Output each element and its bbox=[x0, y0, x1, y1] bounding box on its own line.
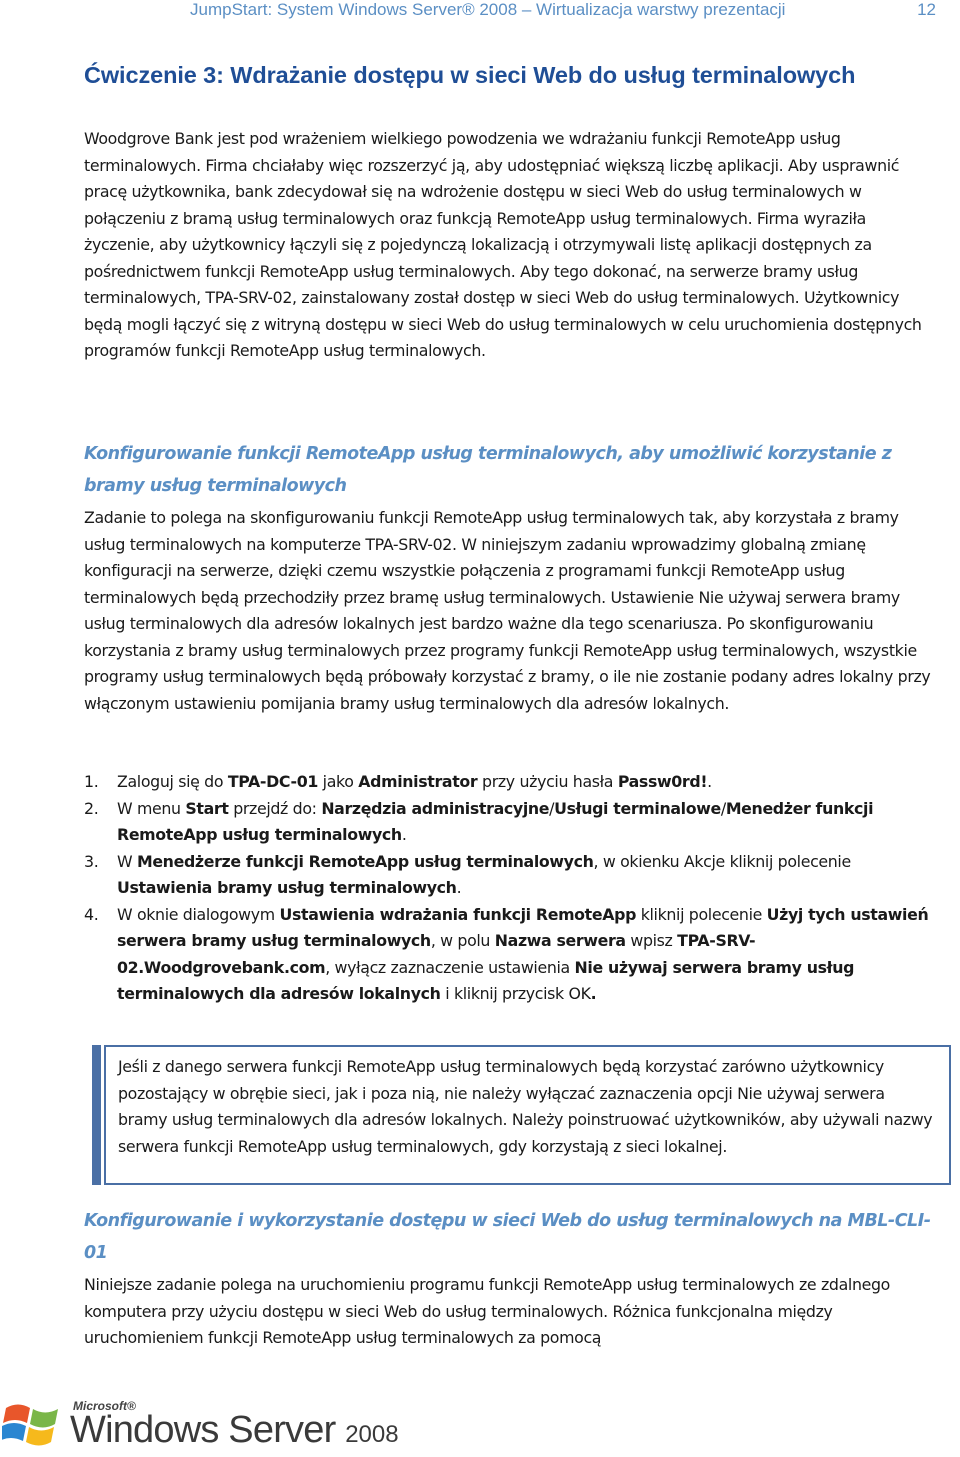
steps-list bbox=[84, 769, 940, 1008]
flag-red bbox=[3, 1405, 30, 1424]
section-body-web-access: Niniejsze zadanie polega na uruchomieniu programu funkcji RemoteApp usług terminalowych ze zdalnego komputera przy użyciu dostępu w sieci Web do usług terminalowych. Różnica funkcjonalna między uruchomieniem funkcji RemoteApp usług terminalowych za pomocą bbox=[84, 1275, 890, 1347]
step-text-run: . bbox=[456, 878, 462, 897]
page-header bbox=[0, 0, 960, 28]
section-heading-gateway: Konfigurowanie funkcji RemoteApp usług terminalowych, aby umożliwić korzystanie z bramy usług terminalowych bbox=[84, 444, 892, 496]
step-text-run: , wyłącz zaznaczenie ustawienia bbox=[325, 957, 575, 977]
step-text-run: W oknie dialogowym bbox=[117, 904, 280, 924]
step-text-run: Ustawienia bramy usług terminalowych bbox=[117, 878, 457, 897]
step-item bbox=[84, 849, 940, 902]
intro-paragraph: Woodgrove Bank jest pod wrażeniem wielkiego powodzenia we wdrażaniu funkcji RemoteApp usług terminalowych. Firma chciałaby więc rozszerzyć ją, aby udostępniać większą liczbę aplikacji. Aby usprawnić pracę użytkownika, bank zdecydował się na wdrożenie dostępu w sieci Web do usług terminalowych w połączeniu z bramą usług terminalowych oraz funkcją RemoteApp usług terminalowych. Firma wyraziła życzenie, aby użytkownicy łączyli się z pojedynczą lokalizacją i otrzymywali listę aplikacji dostępnych za pośrednictwem funkcji RemoteApp usług terminalowych. Aby tego dokonać, na serwerze bramy usług terminalowych, TPA-SRV-02, zainstalowany został dostęp w sieci Web do usług terminalowych. Użytkownicy będą mogli łączyć się z witryną dostępu w sieci Web do usług terminalowych w celu uruchomienia dostępnych programów funkcji RemoteApp usług terminalowych. bbox=[84, 129, 922, 360]
step-number: 2. bbox=[84, 798, 99, 818]
step-text-run: kliknij polecenie bbox=[636, 904, 767, 924]
step-text-run: jako bbox=[317, 772, 359, 791]
step-text-run: Nie używaj serwera bramy usług terminalowych dla adresów lokalnych bbox=[117, 957, 855, 1003]
step-text-run: Nazwa serwera bbox=[494, 931, 626, 950]
flag-blue bbox=[2, 1423, 26, 1441]
logo-company: Microsoft® bbox=[73, 1399, 136, 1413]
step-text-run: . bbox=[707, 772, 712, 791]
step-number: 3. bbox=[84, 851, 99, 871]
page-number: 12 bbox=[917, 0, 936, 19]
step-text bbox=[117, 772, 712, 791]
step-text-run: TPA-SRV-02.Woodgrovebank.com bbox=[117, 931, 756, 977]
step-text-run: Administrator bbox=[358, 772, 478, 791]
step-text-run: , w polu bbox=[430, 931, 495, 950]
step-text-run: / bbox=[720, 798, 726, 818]
step-text-run: wpisz bbox=[625, 931, 678, 950]
step-text-run: W menu bbox=[117, 798, 186, 818]
step-text-run: Menedżer funkcji RemoteApp usług terminalowych bbox=[117, 798, 874, 844]
windows-flag-icon bbox=[2, 1400, 62, 1450]
step-text-run: Zaloguj się do bbox=[117, 772, 228, 791]
step-text-run: Menedżerze funkcji RemoteApp usług terminalowych bbox=[136, 851, 594, 871]
section-body-gateway: Zadanie to polega na skonfigurowaniu funkcji RemoteApp usług terminalowych tak, aby korzystała z bramy usług terminalowych na komputerze TPA-SRV-02. W niniejszym zadaniu wprowadzimy globalną zmianę konfiguracji na serwerze, dzięki czemu wszystkie połączenia z programami funkcji RemoteApp usług terminalowych będą przechodziły przez bramę usług terminalowych. Ustawienie Nie używaj serwera bramy usług terminalowych dla adresów lokalnych jest bardzo ważne dla tego scenariusza. Po skonfigurowaniu korzystania z bramy usług terminalowych przez programy funkcji RemoteApp usług terminalowych, wszystkie programy usług terminalowych będą próbowały korzystać z bramy, o ile nie zostanie podany adres lokalny przy włączonym ustawieniu pomijania bramy usług terminalowych dla adresów lokalnych. bbox=[84, 508, 931, 713]
step-number: 4. bbox=[84, 904, 99, 924]
step-text bbox=[117, 905, 928, 1004]
step-text-run: Narzędzia administracyjne bbox=[321, 798, 550, 818]
logo-product-line bbox=[70, 1409, 399, 1452]
header-title: JumpStart: System Windows Server® 2008 – Wirtualizacja warstwy prezentacji bbox=[190, 0, 786, 19]
step-text bbox=[117, 852, 851, 898]
step-number: 1. bbox=[84, 772, 99, 791]
step-text-run: i kliknij przycisk OK bbox=[440, 984, 591, 1003]
step-text-run: Usługi terminalowe bbox=[554, 798, 721, 818]
flag-yellow bbox=[26, 1427, 54, 1446]
step-item bbox=[84, 902, 940, 1008]
step-text-run: Start bbox=[185, 798, 229, 818]
logo-product: Windows Server bbox=[70, 1409, 336, 1451]
step-text-run: TPA-DC-01 bbox=[227, 772, 318, 791]
step-text-run: Passw0rd! bbox=[617, 772, 708, 791]
step-item bbox=[84, 796, 940, 849]
logo-year: 2008 bbox=[345, 1421, 399, 1448]
step-text-run: , w okienku Akcje kliknij polecenie bbox=[593, 851, 851, 871]
step-text-run: W bbox=[117, 851, 137, 871]
step-text-run: Ustawienia wdrażania funkcji RemoteApp bbox=[279, 904, 637, 924]
step-text-run: przejdź do: bbox=[228, 798, 322, 818]
flag-green bbox=[30, 1409, 58, 1428]
step-text-run: przy użyciu hasła bbox=[477, 772, 618, 791]
section-heading-web-access: Konfigurowanie i wykorzystanie dostępu w sieci Web do usług terminalowych na MBL-CLI-01 bbox=[84, 1211, 931, 1263]
step-text-run: . bbox=[401, 825, 407, 844]
note-box: Jeśli z danego serwera funkcji RemoteApp usług terminalowych będą korzystać zarówno użytkownicy pozostający w obrębie sieci, jak i poza nią, nie należy wyłączać zaznaczenia opcji Nie używaj serwera bramy usług terminalowych dla adresów lokalnych. Należy poinstruować użytkowników, aby używali nazwy serwera funkcji RemoteApp usług terminalowych, gdy korzystają z sieci lokalnej. bbox=[104, 1045, 951, 1185]
step-item bbox=[84, 769, 940, 796]
exercise-title: Ćwiczenie 3: Wdrażanie dostępu w sieci Web do usług terminalowych bbox=[84, 62, 856, 88]
windows-server-logo bbox=[0, 1395, 400, 1457]
step-text bbox=[117, 799, 873, 845]
step-text-run: Użyj tych ustawień serwera bramy usług terminalowych bbox=[117, 904, 929, 950]
step-text-run: / bbox=[549, 798, 555, 818]
step-text-run: . bbox=[590, 984, 597, 1003]
